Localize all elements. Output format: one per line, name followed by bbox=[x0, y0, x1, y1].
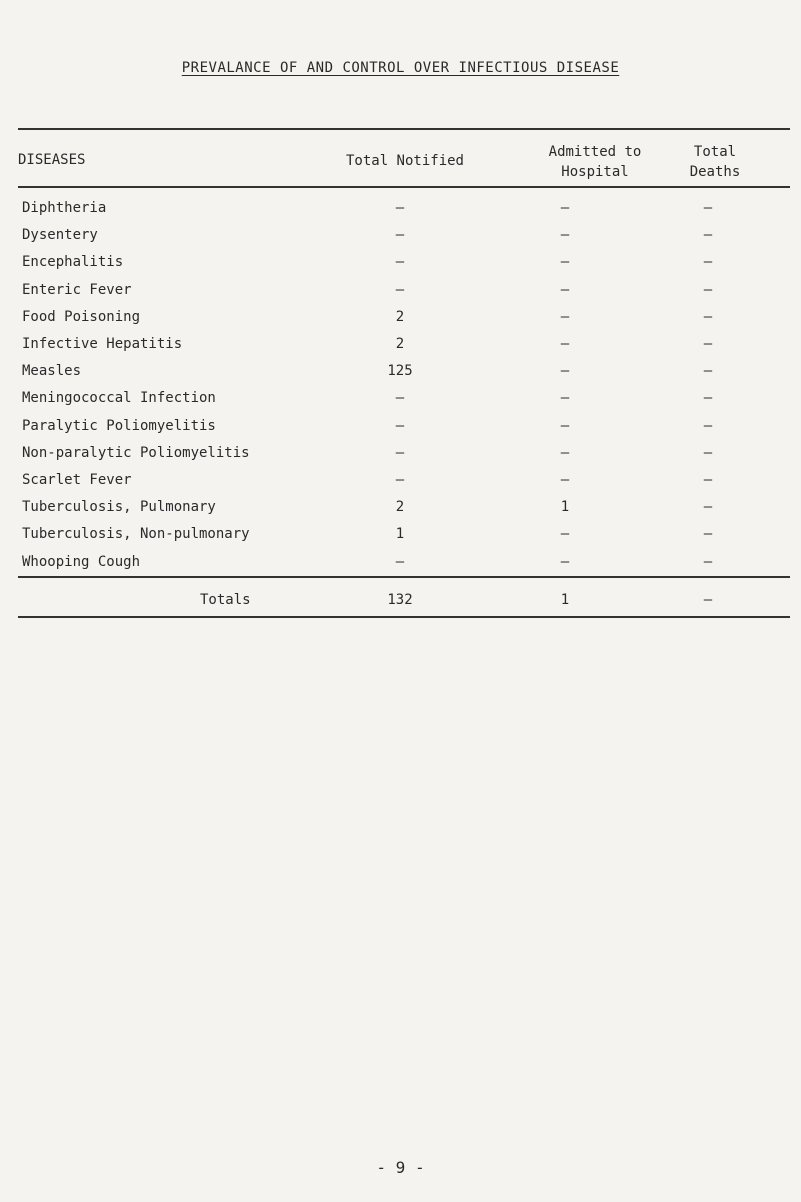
admitted-cell: – bbox=[560, 472, 570, 488]
admitted-cell: – bbox=[560, 227, 570, 244]
table-row bbox=[0, 223, 801, 247]
total-notified-cell: – bbox=[395, 281, 405, 298]
total-notified-cell: – bbox=[395, 444, 405, 461]
total-notified-cell: 2 bbox=[395, 499, 405, 516]
table-bottom-rule bbox=[18, 616, 790, 618]
table-row bbox=[0, 332, 801, 356]
totals-admitted: 1 bbox=[560, 592, 570, 608]
disease-name: Infective Hepatitis bbox=[22, 336, 183, 352]
table-row bbox=[0, 250, 801, 274]
table-row bbox=[0, 550, 801, 574]
header-total-notified: Total Notified bbox=[345, 153, 464, 169]
totals-deaths: – bbox=[703, 592, 713, 608]
disease-name: Meningococcal Infection bbox=[22, 390, 216, 407]
total-notified-cell: 125 bbox=[387, 363, 413, 380]
table-row bbox=[0, 305, 801, 329]
admitted-cell: – bbox=[560, 200, 570, 216]
deaths-cell: – bbox=[703, 472, 713, 488]
table-row bbox=[0, 522, 801, 546]
disease-name: Measles bbox=[22, 363, 82, 380]
disease-name: Enteric Fever bbox=[22, 281, 132, 298]
table-row bbox=[0, 386, 801, 410]
admitted-cell: – bbox=[560, 281, 570, 298]
admitted-cell: – bbox=[560, 363, 570, 380]
table-row bbox=[0, 414, 801, 438]
total-notified-cell: – bbox=[395, 553, 405, 570]
total-notified-cell: – bbox=[395, 200, 405, 216]
deaths-cell: – bbox=[703, 417, 713, 434]
table-row bbox=[0, 441, 801, 465]
disease-name: Paralytic Poliomyelitis bbox=[22, 417, 216, 434]
total-notified-cell: 2 bbox=[395, 336, 405, 352]
deaths-cell: – bbox=[703, 526, 713, 543]
disease-name: Non-paralytic Poliomyelitis bbox=[22, 444, 250, 461]
deaths-cell: – bbox=[703, 499, 713, 516]
deaths-cell: – bbox=[703, 390, 713, 407]
total-notified-cell: – bbox=[395, 227, 405, 244]
disease-name: Diphtheria bbox=[22, 200, 107, 216]
disease-name: Encephalitis bbox=[22, 254, 124, 271]
deaths-cell: – bbox=[703, 281, 713, 298]
total-notified-cell: – bbox=[395, 417, 405, 434]
table-row bbox=[0, 495, 801, 519]
admitted-cell: – bbox=[560, 308, 570, 325]
admitted-cell: – bbox=[560, 444, 570, 461]
header-admitted-to-hospital: Admitted to Hospital bbox=[548, 144, 642, 180]
deaths-cell: – bbox=[703, 227, 713, 244]
table-row bbox=[0, 196, 801, 220]
deaths-cell: – bbox=[703, 254, 713, 271]
header-bottom-rule bbox=[18, 186, 790, 188]
admitted-cell: – bbox=[560, 417, 570, 434]
total-notified-cell: – bbox=[395, 390, 405, 407]
total-notified-cell: – bbox=[395, 472, 405, 488]
table-row bbox=[0, 468, 801, 492]
header-diseases: DISEASES bbox=[18, 152, 86, 168]
table-top-rule bbox=[18, 128, 790, 130]
total-notified-cell: – bbox=[395, 254, 405, 271]
admitted-cell: – bbox=[560, 390, 570, 407]
disease-name: Food Poisoning bbox=[22, 308, 141, 325]
disease-name: Tuberculosis, Non-pulmonary bbox=[22, 526, 250, 543]
deaths-cell: – bbox=[703, 308, 713, 325]
total-notified-cell: 1 bbox=[395, 526, 405, 543]
page-number: - 9 - bbox=[376, 1158, 425, 1177]
deaths-cell: – bbox=[703, 363, 713, 380]
table-row bbox=[0, 359, 801, 383]
deaths-cell: – bbox=[703, 200, 713, 216]
admitted-cell: – bbox=[560, 336, 570, 352]
totals-notified: 132 bbox=[387, 592, 413, 608]
admitted-cell: – bbox=[560, 553, 570, 570]
disease-name: Tuberculosis, Pulmonary bbox=[22, 499, 216, 516]
disease-name: Scarlet Fever bbox=[22, 472, 132, 488]
admitted-cell: – bbox=[560, 254, 570, 271]
deaths-cell: – bbox=[703, 336, 713, 352]
table-row bbox=[0, 278, 801, 302]
totals-top-rule bbox=[18, 576, 790, 578]
admitted-cell: 1 bbox=[560, 499, 570, 516]
page-title: PREVALANCE OF AND CONTROL OVER INFECTIOUS DISEASE bbox=[181, 60, 620, 76]
disease-name: Whooping Cough bbox=[22, 553, 141, 570]
header-total-deaths: Total Deaths bbox=[689, 144, 741, 180]
disease-name: Dysentery bbox=[22, 227, 98, 244]
admitted-cell: – bbox=[560, 526, 570, 543]
totals-label: Totals bbox=[200, 592, 251, 608]
total-notified-cell: 2 bbox=[395, 308, 405, 325]
deaths-cell: – bbox=[703, 553, 713, 570]
totals-row bbox=[0, 588, 801, 612]
deaths-cell: – bbox=[703, 444, 713, 461]
